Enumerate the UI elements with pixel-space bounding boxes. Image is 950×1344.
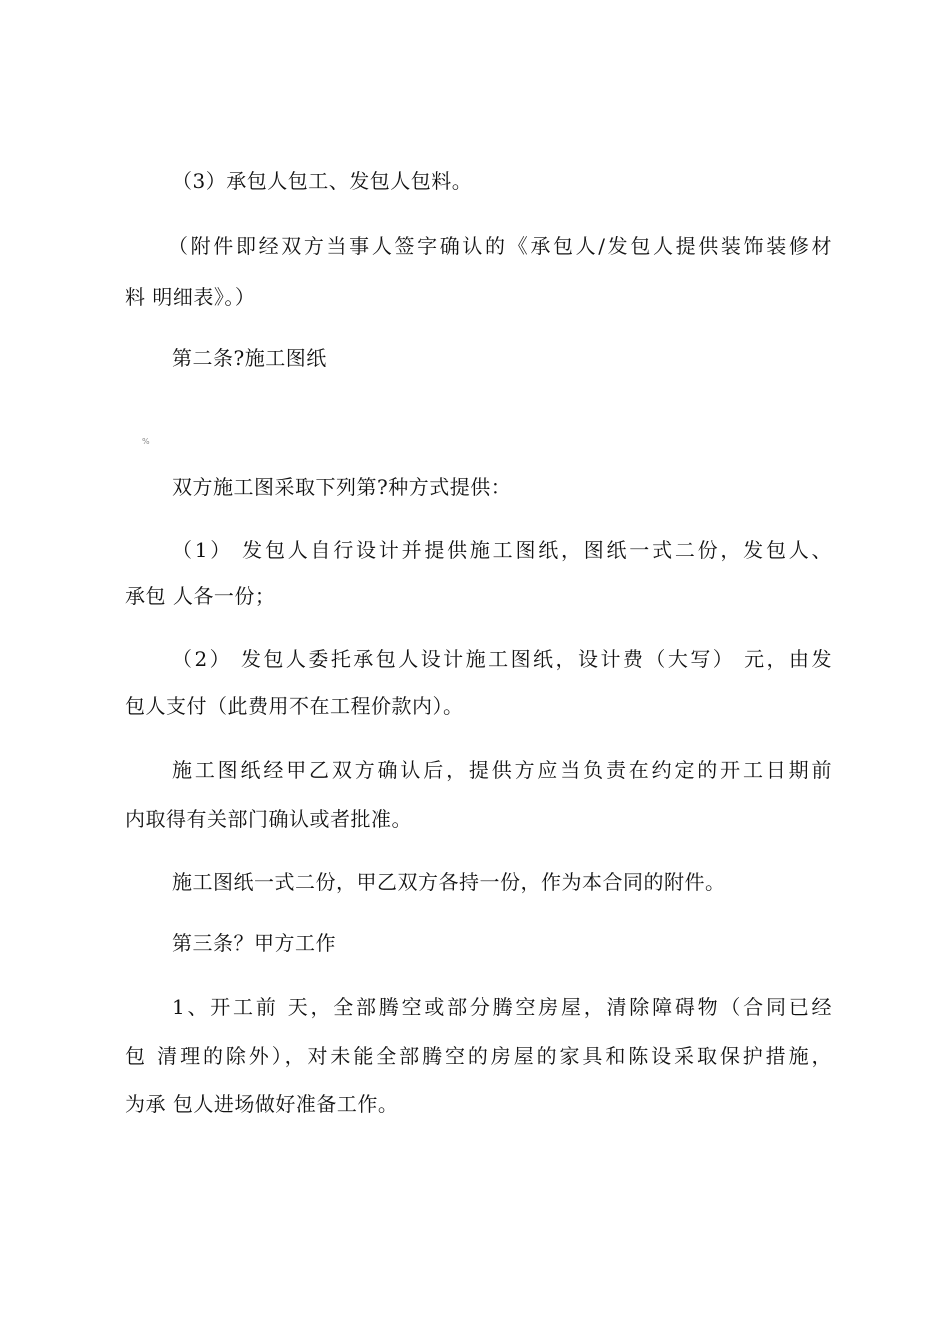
article-three-heading: 第三条？甲方工作 <box>172 931 336 955</box>
confirmation-line-1: 施工图纸经甲乙双方确认后，提供方应当负责在约定的开工日期前 <box>172 758 832 782</box>
attachment-note-line-2: 料 明细表》。） <box>125 285 256 309</box>
copies-paragraph: 施工图纸一式二份，甲乙双方各持一份，作为本合同的附件。 <box>172 870 726 894</box>
method-intro: 双方施工图采取下列第?种方式提供： <box>172 475 512 499</box>
option-1-line-2: 承包 人各一份； <box>125 584 276 608</box>
article-two-heading: 第二条?施工图纸 <box>172 346 327 370</box>
party-a-work-line-3: 为承 包人进场做好准备工作。 <box>125 1092 399 1116</box>
option-2-line-2: 包人支付（此费用不在工程价款内）。 <box>125 694 464 718</box>
party-a-work-line-2: 包 清理的除外），对未能全部腾空的房屋的家具和陈设采取保护措施， <box>125 1044 832 1068</box>
option-1-line-1: （1） 发包人自行设计并提供施工图纸，图纸一式二份，发包人、 <box>172 538 832 562</box>
confirmation-line-2: 内取得有关部门确认或者批准。 <box>125 807 412 831</box>
party-a-work-line-1: 1、开工前 天，全部腾空或部分腾空房屋，清除障碍物（合同已经 <box>172 995 832 1019</box>
attachment-note-line-1: （附件即经双方当事人签字确认的《承包人/发包人提供装饰装修材 <box>168 234 832 258</box>
paragraph-item-3: （3）承包人包工、发包人包料。 <box>172 169 473 193</box>
stray-mark: % <box>142 437 150 446</box>
option-2-line-1: （2） 发包人委托承包人设计施工图纸，设计费（大写） 元，由发 <box>172 647 832 671</box>
